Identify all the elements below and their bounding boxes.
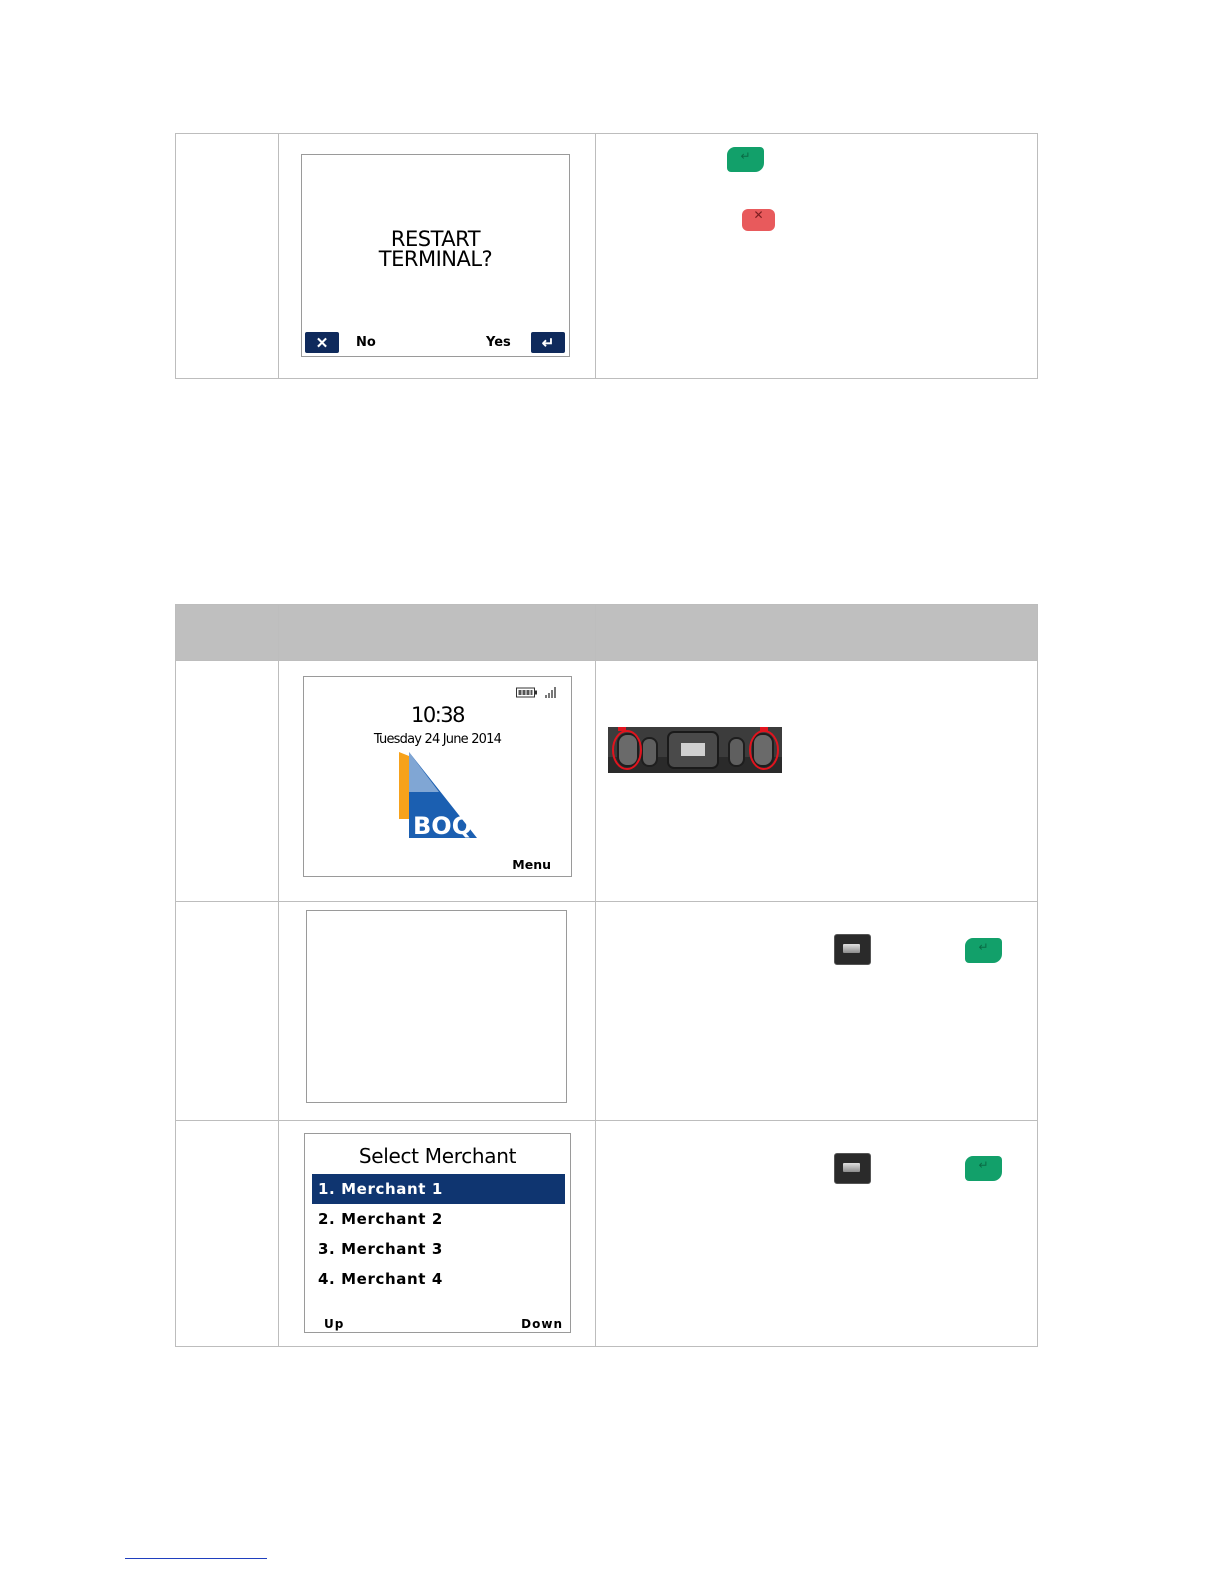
no-label: No <box>356 335 376 350</box>
table2-row2-step <box>175 901 279 1121</box>
table2-header-screen <box>278 604 596 661</box>
merchant-list-item[interactable]: 3. Merchant 3 <box>318 1240 443 1258</box>
table2-row1-step <box>175 660 279 902</box>
table2-row1-instruction <box>595 660 1038 902</box>
select-merchant-screen <box>304 1133 571 1333</box>
yes-softkey-icon[interactable]: ↵ <box>531 332 565 353</box>
table2-row3-instruction <box>595 1120 1038 1347</box>
merchant-list-item[interactable]: 1. Merchant 1 <box>312 1174 565 1204</box>
navigation-key-icon <box>834 934 871 965</box>
battery-icon <box>516 687 538 698</box>
idle-screen <box>303 676 572 877</box>
down-softkey-label[interactable]: Down <box>521 1317 563 1331</box>
table2-row3-step <box>175 1120 279 1347</box>
no-softkey-icon[interactable]: ✕ <box>305 332 339 353</box>
green-enter-key-icon: ↵ <box>965 938 1002 963</box>
footnote-separator <box>125 1558 267 1559</box>
table2-header-instruction <box>595 604 1038 661</box>
yes-label: Yes <box>486 335 511 350</box>
table1-step-cell <box>175 133 279 379</box>
signal-icon <box>545 687 557 698</box>
merchant-list-item[interactable]: 2. Merchant 2 <box>318 1210 443 1228</box>
red-cancel-key-icon: ✕ <box>742 209 775 231</box>
function-keys-photo <box>608 727 782 773</box>
boq-logo-text: BOQ <box>413 812 473 840</box>
table1-instruction-cell <box>595 133 1038 379</box>
clock-time: 10:38 <box>410 703 465 727</box>
green-enter-key-icon: ↵ <box>727 147 764 172</box>
table2-header-step <box>175 604 279 661</box>
restart-terminal-screen <box>301 154 570 357</box>
restart-prompt <box>302 229 569 269</box>
blank-screen <box>306 910 567 1103</box>
menu-softkey-label[interactable]: Menu <box>512 857 551 872</box>
merchant-list-item[interactable]: 4. Merchant 4 <box>318 1270 443 1288</box>
boq-logo <box>399 752 479 842</box>
navigation-key-icon <box>834 1153 871 1184</box>
green-enter-key-icon: ↵ <box>965 1156 1002 1181</box>
restart-line-1: RESTART <box>390 227 481 251</box>
restart-line-2: TERMINAL? <box>378 247 493 271</box>
select-merchant-title: Select Merchant <box>358 1144 517 1168</box>
table2-row2-instruction <box>595 901 1038 1121</box>
clock-date: Tuesday 24 June 2014 <box>373 732 502 747</box>
up-softkey-label[interactable]: Up <box>324 1317 345 1331</box>
